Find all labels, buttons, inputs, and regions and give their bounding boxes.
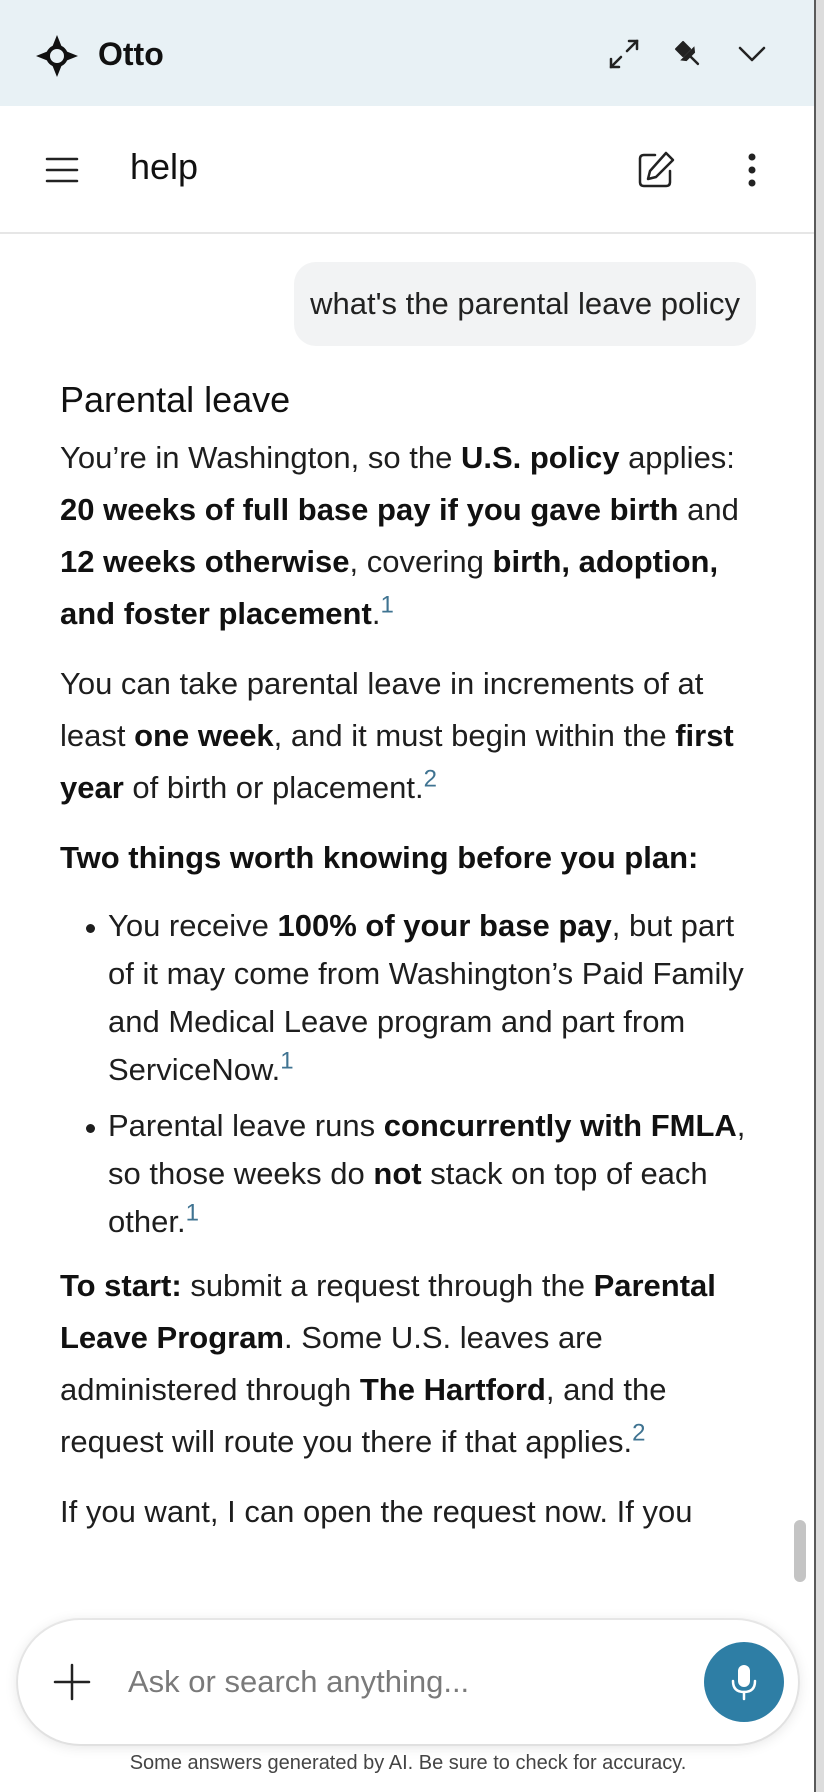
plus-icon[interactable] xyxy=(52,1662,92,1702)
text: , and it must begin within the xyxy=(273,718,676,753)
pin-button[interactable] xyxy=(666,32,710,76)
text: , so those weeks do xyxy=(108,1108,746,1191)
otto-logo-icon xyxy=(34,33,80,79)
answer-paragraph xyxy=(60,658,760,814)
collapse-button[interactable] xyxy=(730,32,774,76)
bold-text: Two things worth knowing before you plan: xyxy=(60,840,699,875)
text: stack on top of each other. xyxy=(108,1156,708,1239)
app-name: Otto xyxy=(98,36,164,72)
text: . xyxy=(371,596,381,631)
text: , and the request will route you there if that applies. xyxy=(60,1372,667,1459)
conversation-header xyxy=(0,106,814,234)
titlebar xyxy=(0,0,814,106)
hamburger-menu-icon[interactable] xyxy=(44,152,80,188)
bold-text: first year xyxy=(60,718,734,805)
bold-text: U.S. policy xyxy=(460,440,620,475)
scrollbar-thumb[interactable] xyxy=(794,1520,806,1582)
bold-text: birth, adoption, and foster placement xyxy=(60,544,719,631)
bold-text: one week xyxy=(134,718,274,753)
microphone-icon xyxy=(727,1662,761,1702)
bold-text: The Hartford xyxy=(359,1372,546,1407)
citation-link[interactable]: 1 xyxy=(380,591,394,619)
search-input[interactable] xyxy=(128,1656,688,1708)
text: , covering xyxy=(349,544,493,579)
microphone-button[interactable] xyxy=(704,1642,784,1722)
bold-text: 20 weeks of full base pay if you gave birth xyxy=(60,492,679,527)
answer-paragraph xyxy=(60,1260,760,1468)
citation-link[interactable]: 2 xyxy=(632,1419,646,1447)
answer-paragraph: If you want, I can open the request now. If you xyxy=(60,1494,693,1529)
text: . Some U.S. leaves are administered through xyxy=(60,1320,603,1407)
assistant-answer xyxy=(60,374,760,1556)
bold-text: not xyxy=(373,1156,422,1191)
list-item xyxy=(108,902,760,1094)
chevron-down-icon xyxy=(735,37,769,71)
new-chat-button[interactable] xyxy=(632,146,680,194)
bold-text: Parental Leave Program xyxy=(60,1268,716,1355)
chat-transcript[interactable] xyxy=(0,234,816,1634)
list-item xyxy=(108,1102,760,1246)
text: and xyxy=(678,492,739,527)
citation-link[interactable]: 1 xyxy=(280,1047,294,1075)
text: of birth or placement. xyxy=(123,770,424,805)
pin-icon xyxy=(671,37,705,71)
composer xyxy=(18,1620,798,1744)
expand-button[interactable] xyxy=(602,32,646,76)
text: You’re in Washington, so the xyxy=(60,440,461,475)
conversation-title: help xyxy=(130,146,199,187)
bold-text: 12 weeks otherwise xyxy=(60,544,350,579)
ai-disclaimer: Some answers generated by AI. Be sure to check for accuracy. xyxy=(129,1752,687,1774)
citation-link[interactable]: 2 xyxy=(423,765,437,793)
more-vertical-icon xyxy=(742,150,762,190)
bullet-list xyxy=(60,902,760,1246)
text: applies: xyxy=(619,440,735,475)
new-chat-icon xyxy=(635,149,677,191)
user-message: what's the parental leave policy xyxy=(294,262,756,346)
text: Parental leave runs xyxy=(108,1108,384,1143)
more-options-button[interactable] xyxy=(728,146,776,194)
answer-subheading xyxy=(60,832,760,884)
bold-text: 100% of your base pay xyxy=(277,908,612,943)
answer-paragraph xyxy=(60,432,760,640)
bold-text: concurrently with FMLA xyxy=(383,1108,737,1143)
citation-link[interactable]: 1 xyxy=(185,1199,199,1227)
text: , but part of it may come from Washington’s Paid Family and Medical Leave program and part from ServiceNow. xyxy=(108,908,744,1087)
answer-heading: Parental leave xyxy=(60,379,291,420)
text: submit a request through the xyxy=(181,1268,594,1303)
expand-icon xyxy=(607,37,641,71)
bold-text: To start: xyxy=(60,1268,182,1303)
text: You can take parental leave in increments of at least xyxy=(60,666,704,753)
text: You receive xyxy=(108,908,278,943)
